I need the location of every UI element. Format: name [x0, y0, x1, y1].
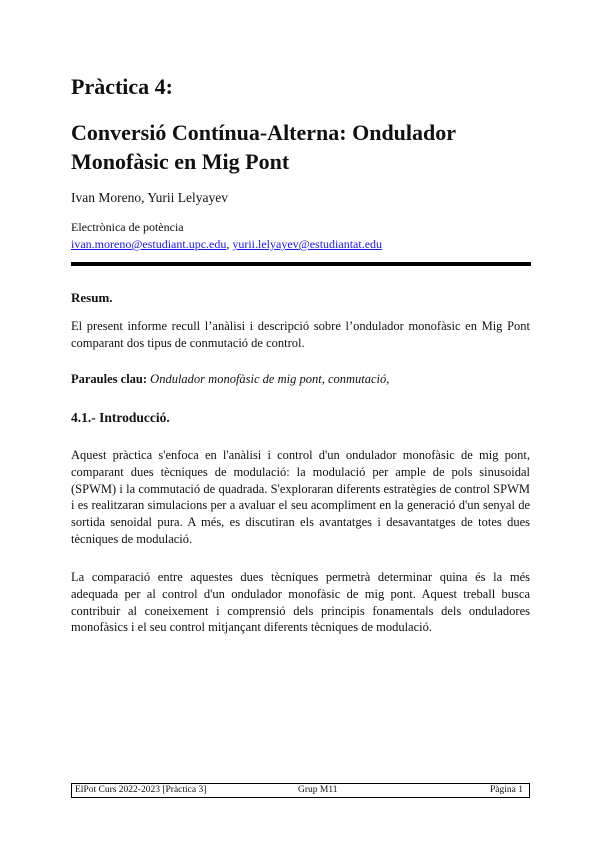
- authors: Ivan Moreno, Yurii Lelyayev: [71, 190, 228, 205]
- intro-paragraph-2: La comparació entre aquestes dues tècniques permetrà determinar quina és la més adequada per al control d'un ondulador monofàsic de mig pont. Aquest treball busca contribuir al coneixement i comprensió dels principis fonamentals dels onduladores monofàsics i el seu control mitjançant diferents tècniques de modulació.: [71, 570, 530, 635]
- keywords-label: Paraules clau:: [71, 372, 148, 386]
- footer-page-number: Pàgina 1: [490, 785, 523, 795]
- header-divider: [71, 262, 531, 266]
- intro-paragraph-1: Aquest pràctica s'enfoca en l'anàlisi i control d'un ondulador monofàsic de mig pont, comparant dues tècniques de modulació: la modulació per ample de pols sinusoidal (SPWM) i la commutació de quadrada. S'exploraran diferents estratègies de control SPWM i es realitzaran simulacions per a avaluar el seu acompliment en la generació d'un senyal de sortida senoidal pura. A més, es discutiran els avantatges i desavantatges de totes dues tècniques de modulació.: [71, 448, 530, 546]
- affiliation: Electrònica de potència: [71, 220, 184, 234]
- email-separator: ,: [226, 237, 233, 251]
- keywords: [71, 372, 389, 387]
- email-link-ivan[interactable]: ivan.moreno@estudiant.upc.edu: [71, 237, 227, 251]
- footer-group: Grup M11: [298, 785, 338, 795]
- author-emails: [71, 237, 382, 252]
- keywords-value: Ondulador monofàsic de mig pont, conmutació,: [150, 372, 390, 386]
- abstract-text: El present informe recull l’anàlisi i descripció sobre l’ondulador monofàsic en Mig Pont comparant dos tipus de conmutació de control.: [71, 319, 530, 350]
- practice-title: Pràctica 4:: [71, 74, 173, 99]
- footer-course: ElPot Curs 2022-2023 [Pràctica 3]: [75, 785, 207, 795]
- section-heading-introduction: 4.1.- Introducció.: [71, 410, 170, 425]
- abstract-heading: Resum.: [71, 290, 113, 305]
- email-link-yurii[interactable]: yurii.lelyayev@estudiantat.edu: [232, 237, 383, 251]
- document-title: Conversió Contínua-Alterna: Ondulador Monofàsic en Mig Pont: [71, 120, 456, 174]
- page-footer: [71, 783, 530, 798]
